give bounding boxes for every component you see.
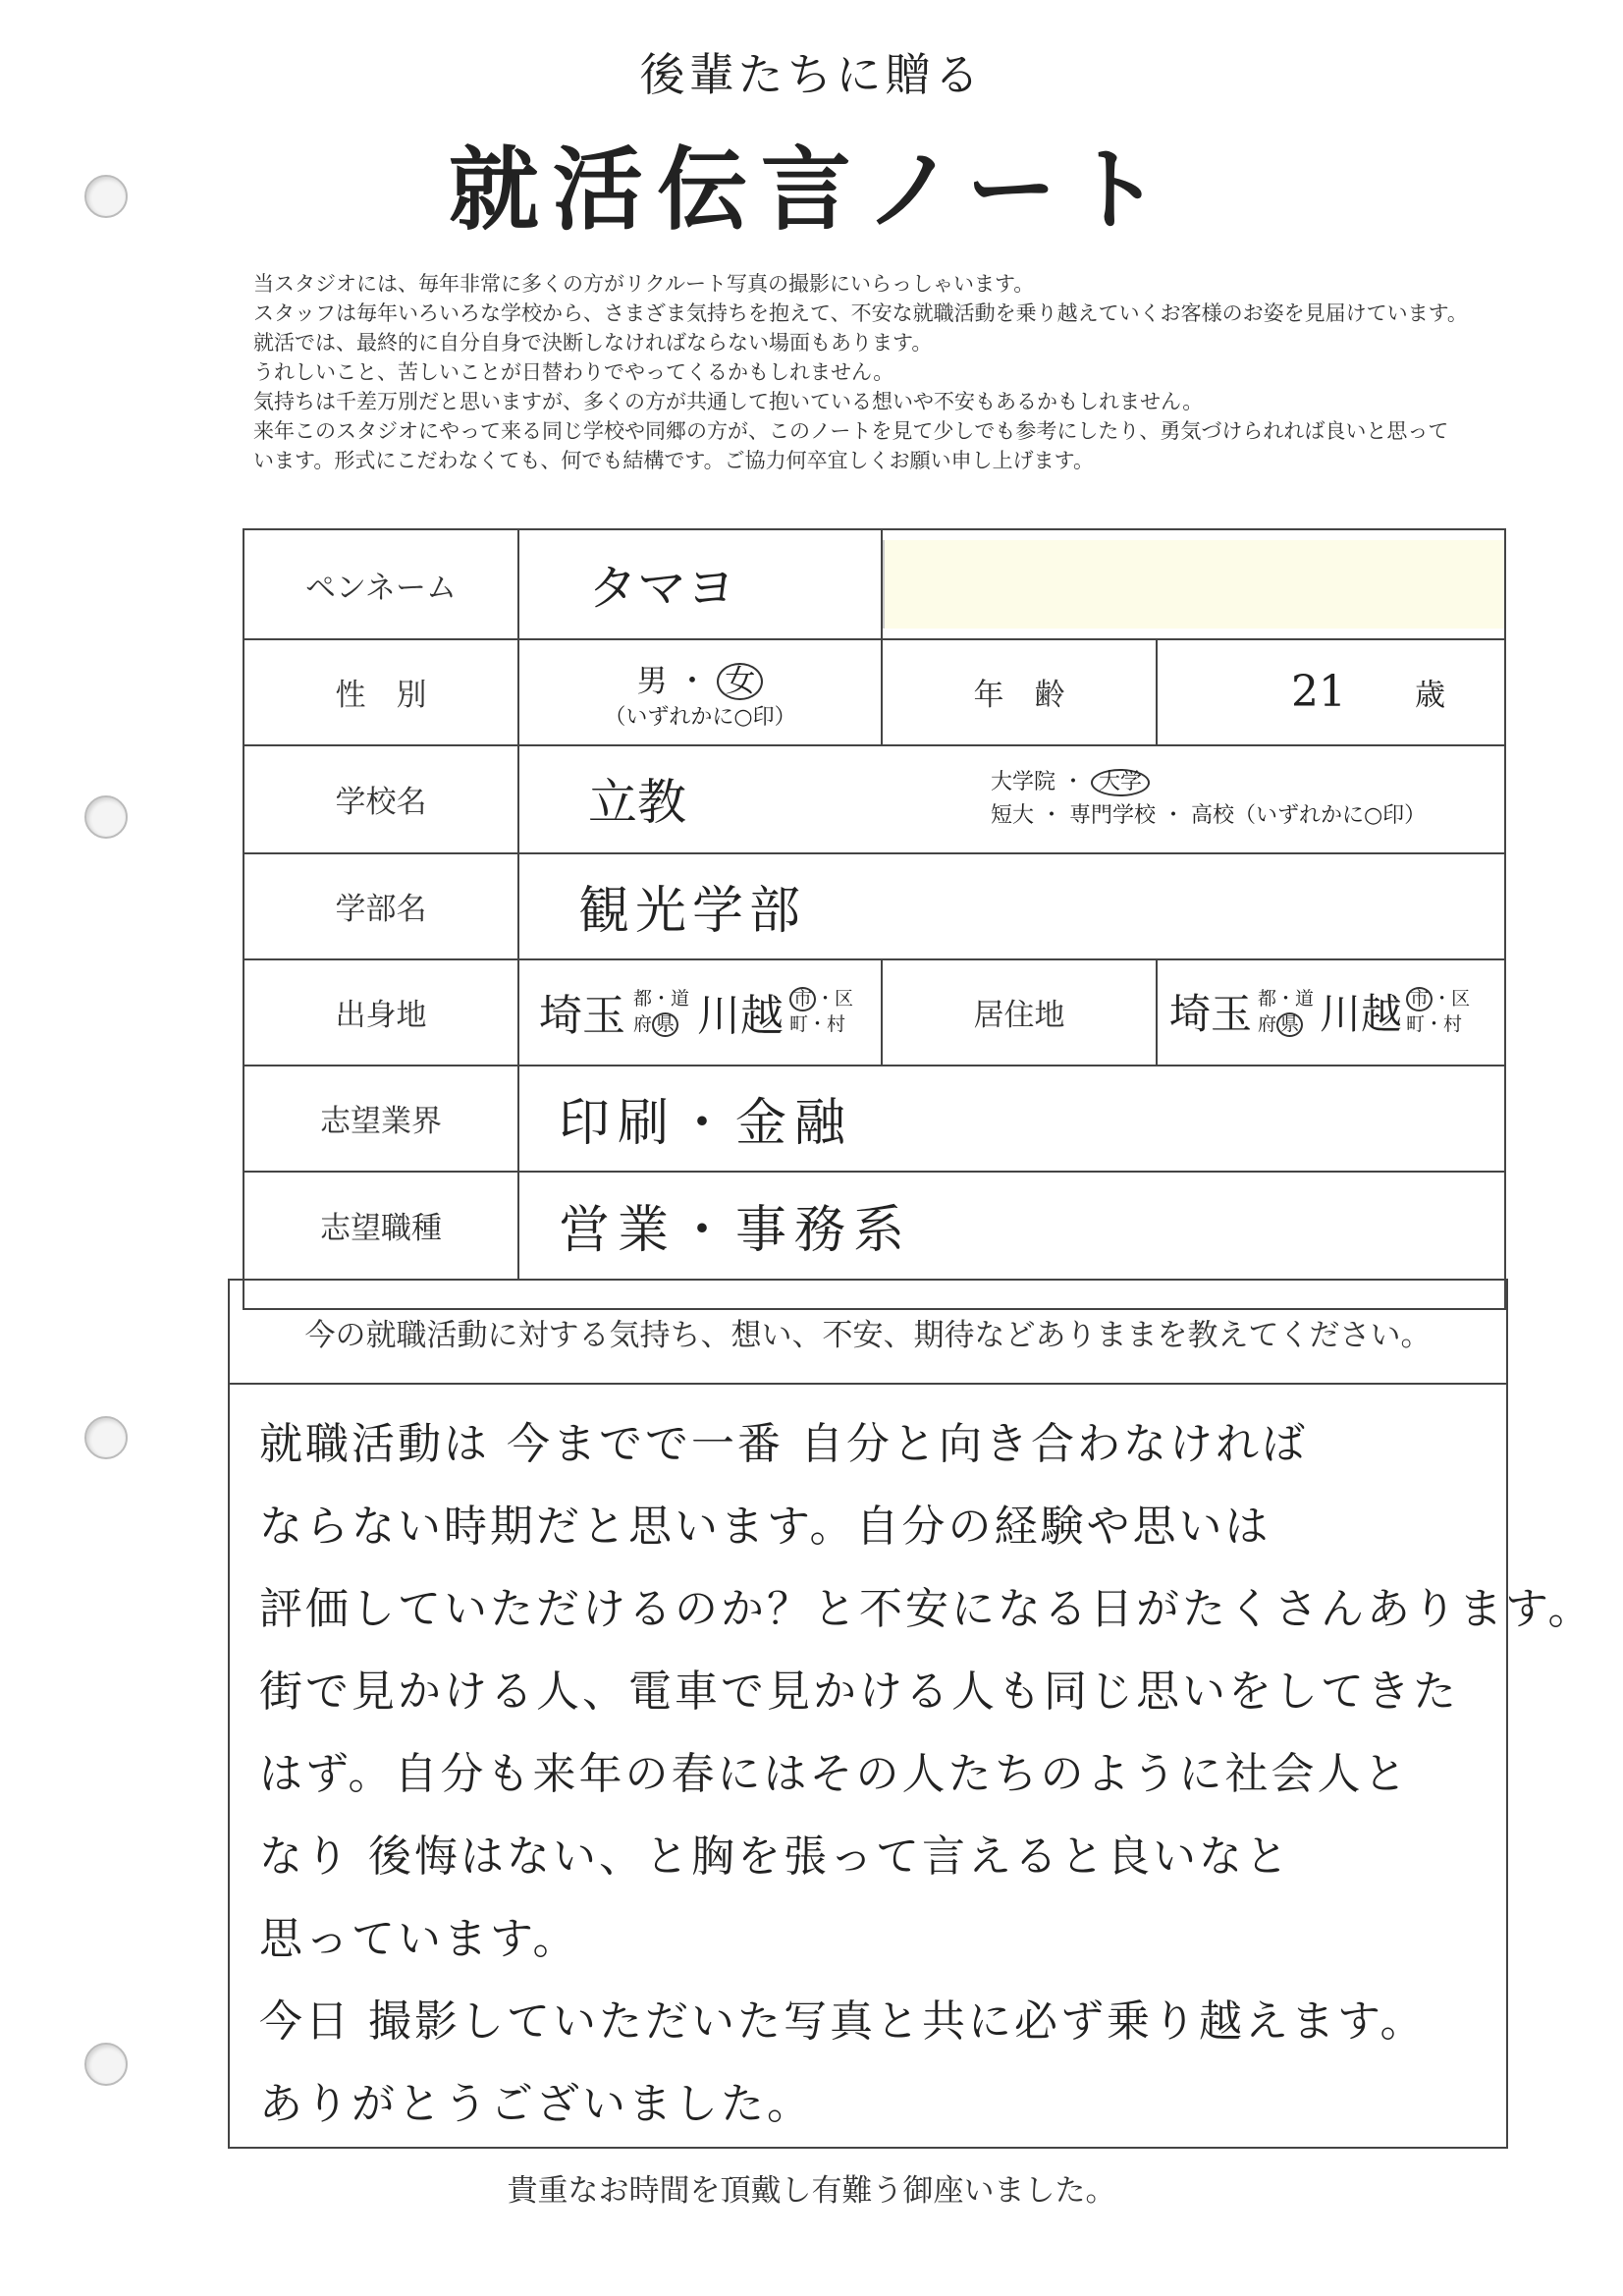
profile-form (243, 528, 1506, 1310)
footer-thanks: 貴重なお時間を頂戴し有難う御座いました。 (507, 2173, 1116, 2209)
row-pen-name (244, 530, 1504, 640)
hometown-pref: 埼玉 (539, 991, 625, 1041)
intro-line: うれしいこと、苦しいことが日替わりでやってくるかもしれません。 (253, 360, 894, 384)
residence-field[interactable] (1158, 958, 1504, 1065)
page-subtitle: 後輩たちに贈る (639, 48, 984, 101)
residence-city-suffix-bottom: 町・村 (1406, 1013, 1463, 1035)
residence-label: 居住地 (883, 958, 1158, 1065)
binder-hole-3 (84, 1416, 128, 1459)
answer-text-area[interactable] (259, 1403, 1595, 2146)
row-school (244, 744, 1504, 854)
residence-city-suffix-ku: ・区 (1433, 988, 1471, 1010)
answer-line: なり 後悔はない、と胸を張って言えると良いなと (259, 1831, 1291, 1882)
school-label: 学校名 (244, 744, 519, 852)
school-type-separator: ・ (1062, 770, 1085, 794)
row-hometown-residence (244, 958, 1504, 1066)
school-type-field[interactable] (991, 744, 1501, 852)
age-unit: 歳 (1415, 677, 1445, 713)
intro-line: 気持ちは千差万別だと思いますが、多くの方が共通して抱いている想いや不安もあるかもしれません。 (253, 390, 1204, 413)
pen-name-extra-field[interactable] (883, 540, 1504, 629)
hometown-field[interactable] (519, 958, 883, 1065)
residence-pref-suffix-ken-selected: 県 (1276, 1012, 1303, 1037)
school-type-graduate[interactable]: 大学院 (991, 770, 1056, 794)
hometown-city: 川越 (697, 991, 784, 1041)
answer-line: 今日 撮影していただいた写真と共に必ず乗り越えます。 (259, 1996, 1427, 2047)
gender-separator: ・ (676, 664, 708, 699)
school-value[interactable]: 立教 (588, 774, 686, 831)
school-type-options[interactable]: 短大 ・ 専門学校 ・ 高校（いずれかに○印） (991, 803, 1427, 828)
answer-line: 就職活動は 今までで一番 自分と向き合わなければ (259, 1419, 1308, 1469)
intro-line: 当スタジオには、毎年非常に多くの方がリクルート写真の撮影にいらっしゃいます。 (253, 272, 1035, 296)
age-label: 年 齢 (883, 638, 1158, 744)
job-label: 志望職種 (244, 1171, 519, 1279)
gender-note: （いずれかに○印） (604, 705, 796, 731)
hometown-city-suffix-shi-selected: 市 (789, 987, 816, 1011)
age-field[interactable] (1158, 638, 1504, 744)
row-gender-age (244, 638, 1504, 746)
residence-city-suffix-shi-selected: 市 (1406, 987, 1433, 1011)
industry-label: 志望業界 (244, 1065, 519, 1171)
gender-female-selected[interactable]: 女 (717, 663, 763, 700)
residence-pref-suffix-fu: 府 (1258, 1013, 1277, 1035)
gender-male[interactable]: 男 (636, 664, 668, 699)
faculty-label: 学部名 (244, 852, 519, 958)
hometown-city-suffix-ku: ・区 (816, 988, 854, 1010)
binder-hole-4 (84, 2043, 128, 2086)
answer-line: 評価していただけるのか？と不安になる日がたくさんあります。 (259, 1584, 1595, 1634)
school-type-university-selected[interactable]: 大学 (1091, 769, 1150, 796)
intro-line: います。形式にこだわなくても、何でも結構です。ご協力何卒宜しくお願い申し上げます。 (253, 449, 1094, 472)
question-prompt: 今の就職活動に対する気持ち、想い、不安、期待などありままを教えてください。 (230, 1281, 1506, 1385)
row-job (244, 1171, 1504, 1279)
industry-value[interactable]: 印刷・金融 (559, 1093, 854, 1153)
intro-text (253, 269, 1589, 475)
residence-pref: 埼玉 (1169, 990, 1253, 1038)
pen-name-label: ペンネーム (244, 530, 519, 638)
page-title: 就活伝言ノート (448, 137, 1175, 243)
question-box (228, 1279, 1595, 2149)
hometown-pref-suffix-ken-selected: 県 (652, 1012, 678, 1037)
job-value[interactable]: 営業・事務系 (559, 1200, 913, 1260)
answer-line: はず。自分も来年の春にはその人たちのように社会人と (259, 1749, 1410, 1799)
answer-line: ありがとうございました。 (259, 2079, 813, 2129)
answer-line: ならない時期だと思います。自分の経験や思いは (259, 1502, 1271, 1552)
residence-city: 川越 (1320, 990, 1403, 1038)
row-faculty (244, 852, 1504, 960)
hometown-city-suffix-bottom: 町・村 (789, 1013, 846, 1035)
hometown-label: 出身地 (244, 958, 519, 1065)
binder-hole-2 (84, 795, 128, 839)
gender-label: 性 別 (244, 638, 519, 744)
answer-line: 思っています。 (259, 1914, 579, 1964)
faculty-value[interactable]: 観光学部 (578, 881, 807, 941)
pen-name-value[interactable]: タマヨ (519, 530, 883, 638)
intro-line: スタッフは毎年いろいろな学校から、さまざま気持ちを抱えて、不安な就職活動を乗り越えていくお客様のお姿を見届けています。 (253, 301, 1468, 325)
answer-line: 街で見かける人、電車で見かける人も同じ思いをしてきた (259, 1667, 1459, 1717)
intro-line: 就活では、最終的に自分自身で決断しなければならない場面もあります。 (253, 331, 933, 355)
residence-pref-suffix-top: 都・道 (1258, 988, 1315, 1010)
intro-line: 来年このスタジオにやって来る同じ学校や同郷の方が、このノートを見て少しでも参考にしたり、勇気づけられれば良いと思って (253, 419, 1449, 443)
row-industry (244, 1065, 1504, 1173)
hometown-pref-suffix-fu: 府 (633, 1013, 653, 1035)
age-value: 21 (1291, 666, 1346, 717)
gender-field[interactable] (519, 638, 883, 744)
hometown-pref-suffix-top: 都・道 (633, 988, 690, 1010)
